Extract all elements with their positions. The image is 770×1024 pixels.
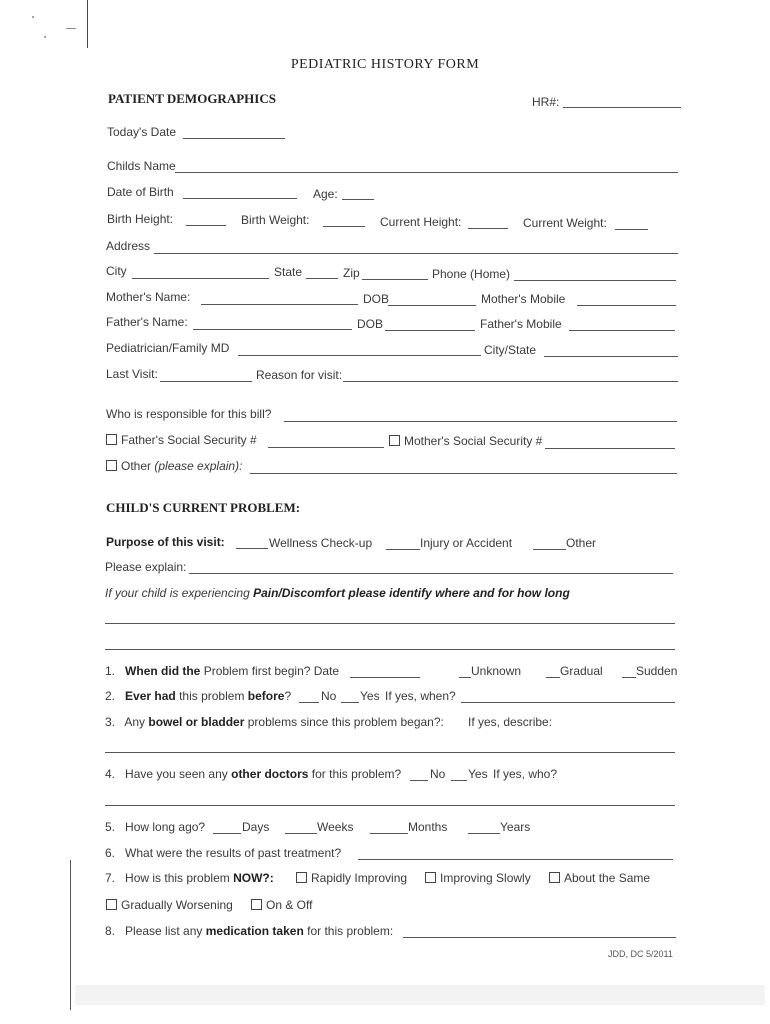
q5-text: How long ago? [125,820,206,834]
form-footer: JDD, DC 5/2011 [608,949,673,959]
scan-speck [32,16,34,18]
todays-date-field[interactable] [183,138,285,139]
reason-field[interactable] [343,381,678,382]
section-heading-demographics: PATIENT DEMOGRAPHICS [108,91,276,106]
q2-qmark: ? [284,689,292,703]
mothers-dob-label: DOB [363,292,390,306]
responsible-field[interactable] [284,421,677,422]
q7-worse-checkbox[interactable] [106,899,117,910]
q1-sudden-label: Sudden [636,664,678,678]
purpose-label: Purpose of this visit: [106,535,225,549]
q7-onoff-option[interactable] [251,898,312,912]
address-field[interactable] [154,253,678,254]
other-visit-label: Other [566,536,597,550]
responsible-label: Who is responsible for this bill? [106,407,272,421]
q5-years-label: Years [500,820,531,834]
q2-bold2: before [247,689,285,703]
q7-slow-option[interactable] [425,871,531,885]
q6-text: What were the results of past treatment? [125,846,342,860]
q1-gradual-label: Gradual [560,664,603,678]
last-visit-field[interactable] [160,381,252,382]
age-label: Age: [313,187,338,201]
mothers-mobile-label: Mother's Mobile [481,292,566,306]
mothers-mobile-field[interactable] [577,305,676,306]
mothers-name-label: Mother's Name: [106,290,191,304]
fathers-ssn-checkbox[interactable] [106,434,117,445]
fathers-mobile-label: Father's Mobile [480,317,562,331]
fathers-ssn-label: Father's Social Security # [121,433,257,447]
pain-bold: Pain/Discomfort please identify where and for how long [253,586,570,600]
birth-height-field[interactable] [186,225,226,226]
q2-when-field[interactable] [461,702,675,703]
q3-bold: bowel or bladder [148,715,245,729]
q8-pre: Please list any [125,924,203,938]
q1-text: Problem first begin? Date [203,664,340,678]
q7-rapid-option[interactable] [296,871,407,885]
q1-unknown-field[interactable] [459,677,471,678]
q4-yes-label: Yes [468,767,488,781]
q1-number: 1. [105,664,116,678]
q2-when-label: If yes, when? [385,689,456,703]
please-explain-label: Please explain: [105,560,187,574]
mothers-name-field[interactable] [201,304,358,305]
q5-weeks-field[interactable] [285,833,317,834]
q1-bold: When did the [125,664,201,678]
q5-days-label: Days [242,820,270,834]
q2-no-label: No [321,689,337,703]
q3-describe-field[interactable] [105,752,675,753]
pain-prefix: If your child is experiencing [105,586,254,600]
mothers-dob-field[interactable] [388,305,476,306]
state-label: State [274,265,303,279]
q5-months-field[interactable] [370,833,408,834]
mothers-ssn-field[interactable] [545,448,675,449]
pediatrician-label: Pediatrician/Family MD [106,341,230,355]
state-field[interactable] [306,278,338,279]
q4-pre: Have you seen any [125,767,228,781]
phone-home-field[interactable] [514,280,676,281]
q1-gradual-field[interactable] [546,677,560,678]
wellness-label: Wellness Check-up [269,536,373,550]
q6-number: 6. [105,846,116,860]
pain-field-line1[interactable] [105,623,675,624]
q4-text: for this problem? [311,767,402,781]
q7-rapid-label: Rapidly Improving [311,871,408,885]
q4-no-label: No [430,767,446,781]
childs-name-label: Childs Name [107,159,176,173]
q7-number: 7. [105,871,116,885]
todays-date-label: Today's Date [107,125,176,139]
dob-field[interactable] [183,198,297,199]
age-field[interactable] [342,199,374,200]
current-height-field[interactable] [468,228,508,229]
q7-pre: How is this problem [125,871,230,885]
q7-worse-option[interactable] [106,898,233,912]
q5-days-field[interactable] [213,833,241,834]
current-weight-field[interactable] [615,229,648,230]
fathers-name-field[interactable] [193,329,352,330]
q3-pre: Any [124,715,146,729]
question-6 [105,846,341,860]
other-visit-field[interactable] [533,549,566,550]
current-weight-label: Current Weight: [523,216,607,230]
other-payer-checkbox[interactable] [106,460,117,471]
scan-edge-line [70,860,71,1010]
pediatrician-field[interactable] [238,355,481,356]
q2-yes-field[interactable] [341,702,359,703]
scan-speck [66,28,76,29]
fathers-name-label: Father's Name: [106,315,188,329]
scan-shadow [75,985,765,1005]
fathers-ssn-option[interactable] [106,433,257,447]
section-heading-current-problem: CHILD'S CURRENT PROBLEM: [106,500,301,515]
fathers-dob-label: DOB [357,317,384,331]
address-label: Address [106,239,151,253]
q4-bold: other doctors [231,767,309,781]
q7-rapid-checkbox[interactable] [296,872,307,883]
q4-no-field[interactable] [410,780,428,781]
q4-who-field[interactable] [105,805,675,806]
birth-weight-field[interactable] [323,226,365,227]
question-2 [105,689,291,703]
q6-field[interactable] [358,859,673,860]
q7-same-label: About the Same [564,871,651,885]
birth-weight-label: Birth Weight: [241,213,310,227]
q4-yes-field[interactable] [451,780,467,781]
pain-field-line2[interactable] [105,649,675,650]
q7-slow-label: Improving Slowly [440,871,531,885]
q8-number: 8. [105,924,116,938]
q4-number: 4. [105,767,116,781]
q2-yes-label: Yes [360,689,380,703]
mothers-ssn-option[interactable] [389,434,542,448]
wellness-field[interactable] [236,548,268,549]
city-state-label: City/State [484,343,537,357]
question-7 [105,871,274,885]
q7-slow-checkbox[interactable] [425,872,436,883]
q7-same-checkbox[interactable] [549,872,560,883]
fathers-dob-field[interactable] [385,330,475,331]
q1-unknown-label: Unknown [471,664,522,678]
question-5 [105,820,205,834]
other-payer-explain-label: (please explain): [154,459,243,473]
question-4 [105,767,401,781]
last-visit-label: Last Visit: [106,367,158,381]
hr-label: HR#: [532,95,560,109]
q2-text: this problem [179,689,245,703]
q3-number: 3. [105,715,116,729]
dob-label: Date of Birth [107,185,174,199]
fathers-ssn-field[interactable] [268,447,384,448]
injury-field[interactable] [386,549,420,550]
q7-onoff-checkbox[interactable] [251,899,262,910]
zip-label: Zip [343,266,360,280]
zip-field[interactable] [362,279,428,280]
question-8 [105,924,393,938]
q5-years-field[interactable] [468,833,500,834]
question-3 [105,715,444,729]
q5-months-label: Months [408,820,448,834]
fathers-mobile-field[interactable] [569,330,675,331]
other-payer-option[interactable] [106,459,242,473]
q8-field[interactable] [403,937,676,938]
phone-home-label: Phone (Home) [432,267,511,281]
q3-describe-label: If yes, describe: [468,715,553,729]
q4-who-label: If yes, who? [493,767,558,781]
injury-label: Injury or Accident [420,536,513,550]
current-height-label: Current Height: [380,215,462,229]
hr-field[interactable] [563,107,681,108]
birth-height-label: Birth Height: [107,212,174,226]
q7-onoff-label: On & Off [266,898,313,912]
q2-no-field[interactable] [299,702,319,703]
q7-worse-label: Gradually Worsening [121,898,233,912]
q5-number: 5. [105,820,116,834]
q1-sudden-field[interactable] [622,677,636,678]
question-1 [105,664,339,678]
q5-weeks-label: Weeks [317,820,354,834]
q3-text: problems since this problem began?: [247,715,444,729]
scan-edge-line [87,0,88,48]
q2-number: 2. [105,689,116,703]
q7-bold: NOW?: [233,871,274,885]
other-payer-label: Other [121,459,152,473]
city-state-field[interactable] [544,356,678,357]
q2-bold: Ever had [125,689,176,703]
q7-same-option[interactable] [549,871,650,885]
childs-name-field[interactable] [175,172,678,173]
form-title: PEDIATRIC HISTORY FORM [290,57,480,72]
reason-label: Reason for visit: [256,368,343,382]
mothers-ssn-label: Mother's Social Security # [404,434,543,448]
please-explain-field[interactable] [189,573,673,574]
q1-date-field[interactable] [350,677,420,678]
q8-bold: medication taken [205,924,304,938]
scan-speck [44,36,46,38]
pain-instructions [105,586,570,600]
mothers-ssn-checkbox[interactable] [389,435,400,446]
q8-text: for this problem: [307,924,394,938]
city-label: City [106,264,127,278]
other-payer-field[interactable] [250,473,677,474]
city-field[interactable] [132,278,269,279]
